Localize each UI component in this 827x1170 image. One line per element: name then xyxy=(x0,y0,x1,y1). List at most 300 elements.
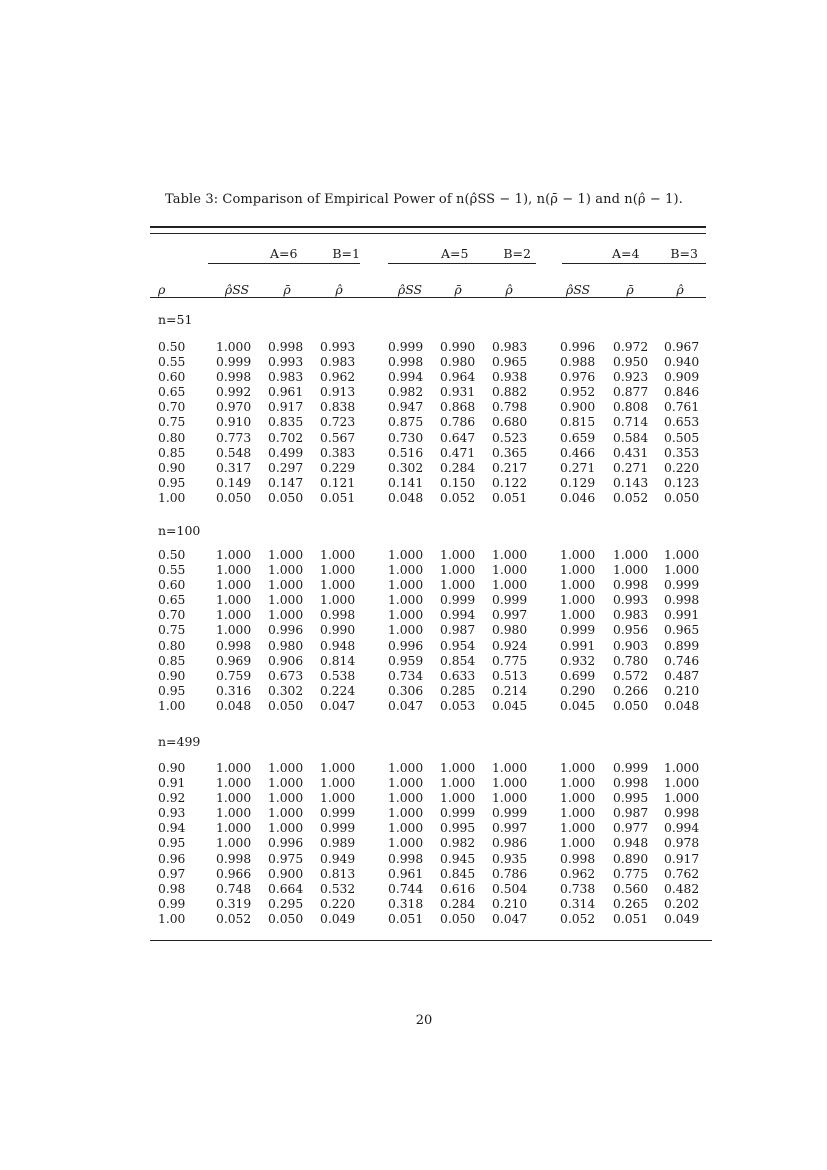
value-cell: 0.302 xyxy=(388,460,424,475)
group-underline-2 xyxy=(388,263,536,264)
value-cell: 1.000 xyxy=(216,623,252,638)
value-cell: 0.940 xyxy=(664,355,700,370)
value-cell: 1.000 xyxy=(492,776,528,791)
value-cell: 0.647 xyxy=(440,430,476,445)
value-cell: 0.999 xyxy=(388,340,424,354)
value-cell: 1.000 xyxy=(560,776,596,791)
value-cell: 0.952 xyxy=(560,385,596,400)
value-cell: 0.945 xyxy=(440,851,476,866)
table-row xyxy=(158,431,714,446)
rho-cell: 0.50 xyxy=(158,548,186,562)
rho-cell: 1.00 xyxy=(158,490,186,505)
table-row xyxy=(158,897,714,912)
value-cell: 0.992 xyxy=(216,385,252,400)
table-row xyxy=(158,623,714,638)
value-cell: 1.000 xyxy=(388,821,424,836)
table-row xyxy=(158,821,714,836)
value-cell: 0.996 xyxy=(388,638,424,653)
value-cell: 1.000 xyxy=(388,548,424,562)
value-cell: 0.956 xyxy=(613,623,649,638)
table-row xyxy=(158,912,714,927)
value-cell: 1.000 xyxy=(388,578,424,593)
col-header-rho: ρ xyxy=(158,282,166,297)
value-cell: 0.762 xyxy=(664,866,700,881)
value-cell: 1.000 xyxy=(320,593,356,608)
value-cell: 0.487 xyxy=(664,668,700,683)
rho-cell: 0.60 xyxy=(158,370,186,385)
value-cell: 1.000 xyxy=(664,761,700,775)
value-cell: 0.045 xyxy=(560,698,596,713)
value-cell: 0.965 xyxy=(492,355,528,370)
value-cell: 1.000 xyxy=(440,776,476,791)
value-cell: 0.900 xyxy=(268,866,304,881)
rho-cell: 0.90 xyxy=(158,668,186,683)
value-cell: 1.000 xyxy=(268,548,304,562)
value-cell: 0.383 xyxy=(320,445,356,460)
value-cell: 0.616 xyxy=(440,881,476,896)
value-cell: 0.986 xyxy=(492,836,528,851)
value-cell: 0.738 xyxy=(560,881,596,896)
value-cell: 0.052 xyxy=(440,490,476,505)
value-cell: 0.846 xyxy=(664,385,700,400)
value-cell: 0.723 xyxy=(320,415,356,430)
rho-cell: 0.98 xyxy=(158,881,186,896)
value-cell: 0.567 xyxy=(320,430,356,445)
value-cell: 1.000 xyxy=(560,608,596,623)
col-header-pss: ρ̂SS xyxy=(397,282,423,297)
value-cell: 1.000 xyxy=(320,578,356,593)
value-cell: 0.052 xyxy=(613,490,649,505)
value-cell: 0.998 xyxy=(268,340,304,354)
value-cell: 0.297 xyxy=(268,460,304,475)
value-cell: 0.314 xyxy=(560,896,596,911)
section-label-n100: n=100 xyxy=(158,523,201,538)
col-header-phat: ρ̂ xyxy=(335,282,343,297)
value-cell: 0.808 xyxy=(613,400,649,415)
value-cell: 0.954 xyxy=(440,638,476,653)
value-cell: 0.924 xyxy=(492,638,528,653)
rho-cell: 0.75 xyxy=(158,415,186,430)
value-cell: 0.989 xyxy=(320,836,356,851)
value-cell: 0.129 xyxy=(560,475,596,490)
value-cell: 0.431 xyxy=(613,445,649,460)
value-cell: 0.868 xyxy=(440,400,476,415)
value-cell: 0.052 xyxy=(560,911,596,926)
value-cell: 0.815 xyxy=(560,415,596,430)
value-cell: 1.000 xyxy=(320,761,356,775)
value-cell: 0.882 xyxy=(492,385,528,400)
rho-cell: 0.85 xyxy=(158,445,186,460)
value-cell: 1.000 xyxy=(492,548,528,562)
value-cell: 0.990 xyxy=(320,623,356,638)
value-cell: 1.000 xyxy=(492,563,528,578)
value-cell: 0.975 xyxy=(268,851,304,866)
value-cell: 0.319 xyxy=(216,896,252,911)
value-cell: 0.970 xyxy=(216,400,252,415)
value-cell: 0.935 xyxy=(492,851,528,866)
value-cell: 0.046 xyxy=(560,490,596,505)
section-block-n51 xyxy=(158,340,714,506)
value-cell: 0.993 xyxy=(320,340,356,354)
value-cell: 0.786 xyxy=(440,415,476,430)
value-cell: 0.224 xyxy=(320,683,356,698)
value-cell: 0.947 xyxy=(388,400,424,415)
value-cell: 1.000 xyxy=(268,593,304,608)
value-cell: 0.994 xyxy=(440,608,476,623)
value-cell: 0.306 xyxy=(388,683,424,698)
table-row xyxy=(158,867,714,882)
value-cell: 1.000 xyxy=(560,563,596,578)
group-header-2 xyxy=(441,246,531,261)
value-cell: 0.673 xyxy=(268,668,304,683)
value-cell: 0.999 xyxy=(440,593,476,608)
value-cell: 0.290 xyxy=(560,683,596,698)
value-cell: 0.998 xyxy=(664,593,700,608)
value-cell: 0.699 xyxy=(560,668,596,683)
value-cell: 0.149 xyxy=(216,475,252,490)
value-cell: 0.977 xyxy=(613,821,649,836)
value-cell: 0.284 xyxy=(440,460,476,475)
value-cell: 0.983 xyxy=(613,608,649,623)
value-cell: 0.967 xyxy=(664,340,700,354)
value-cell: 0.993 xyxy=(268,355,304,370)
value-cell: 1.000 xyxy=(560,821,596,836)
value-cell: 0.998 xyxy=(216,638,252,653)
value-cell: 0.999 xyxy=(440,806,476,821)
value-cell: 0.906 xyxy=(268,653,304,668)
value-cell: 0.499 xyxy=(268,445,304,460)
value-cell: 1.000 xyxy=(388,761,424,775)
value-cell: 0.513 xyxy=(492,668,528,683)
value-cell: 1.000 xyxy=(560,593,596,608)
value-cell: 1.000 xyxy=(216,806,252,821)
value-cell: 0.875 xyxy=(388,415,424,430)
value-cell: 0.980 xyxy=(492,623,528,638)
value-cell: 1.000 xyxy=(216,563,252,578)
value-cell: 1.000 xyxy=(388,791,424,806)
section-label-n499: n=499 xyxy=(158,734,201,749)
value-cell: 0.903 xyxy=(613,638,649,653)
value-cell: 0.948 xyxy=(320,638,356,653)
value-cell: 0.999 xyxy=(613,761,649,775)
value-cell: 0.997 xyxy=(492,608,528,623)
rho-cell: 0.91 xyxy=(158,776,186,791)
rho-cell: 0.70 xyxy=(158,608,186,623)
value-cell: 0.966 xyxy=(216,866,252,881)
value-cell: 0.999 xyxy=(216,355,252,370)
value-cell: 0.988 xyxy=(560,355,596,370)
value-cell: 0.266 xyxy=(613,683,649,698)
value-cell: 0.845 xyxy=(440,866,476,881)
group-b-label: B=2 xyxy=(503,246,531,261)
value-cell: 0.899 xyxy=(664,638,700,653)
rho-cell: 1.00 xyxy=(158,911,186,926)
value-cell: 0.998 xyxy=(613,578,649,593)
value-cell: 0.050 xyxy=(216,490,252,505)
value-cell: 0.744 xyxy=(388,881,424,896)
value-cell: 0.633 xyxy=(440,668,476,683)
value-cell: 0.962 xyxy=(560,866,596,881)
value-cell: 0.147 xyxy=(268,475,304,490)
value-cell: 0.584 xyxy=(613,430,649,445)
table-row xyxy=(158,400,714,415)
value-cell: 0.923 xyxy=(613,370,649,385)
rho-cell: 0.80 xyxy=(158,430,186,445)
value-cell: 0.761 xyxy=(664,400,700,415)
value-cell: 0.229 xyxy=(320,460,356,475)
value-cell: 0.365 xyxy=(492,445,528,460)
value-cell: 0.982 xyxy=(440,836,476,851)
value-cell: 0.050 xyxy=(440,911,476,926)
value-cell: 1.000 xyxy=(216,776,252,791)
value-cell: 1.000 xyxy=(388,593,424,608)
rho-cell: 0.95 xyxy=(158,683,186,698)
value-cell: 0.471 xyxy=(440,445,476,460)
table-row xyxy=(158,669,714,684)
value-cell: 1.000 xyxy=(268,578,304,593)
value-cell: 0.680 xyxy=(492,415,528,430)
value-cell: 0.746 xyxy=(664,653,700,668)
value-cell: 0.980 xyxy=(268,638,304,653)
value-cell: 0.748 xyxy=(216,881,252,896)
value-cell: 1.000 xyxy=(216,761,252,775)
col-header-phat: ρ̂ xyxy=(505,282,513,297)
value-cell: 0.909 xyxy=(664,370,700,385)
value-cell: 0.210 xyxy=(492,896,528,911)
rho-cell: 0.92 xyxy=(158,791,186,806)
value-cell: 0.991 xyxy=(664,608,700,623)
table-row xyxy=(158,699,714,714)
value-cell: 1.000 xyxy=(440,791,476,806)
value-cell: 0.122 xyxy=(492,475,528,490)
header-rule xyxy=(150,297,706,298)
value-cell: 0.052 xyxy=(216,911,252,926)
value-cell: 0.998 xyxy=(216,370,252,385)
value-cell: 0.730 xyxy=(388,430,424,445)
value-cell: 0.996 xyxy=(560,340,596,354)
value-cell: 0.997 xyxy=(492,821,528,836)
table-caption: Table 3: Comparison of Empirical Power of n(ρ̂SS − 1), n(ρ̄ − 1) and n(ρ̂ − 1). xyxy=(165,192,683,207)
value-cell: 1.000 xyxy=(440,548,476,562)
value-cell: 1.000 xyxy=(613,548,649,562)
value-cell: 0.773 xyxy=(216,430,252,445)
value-cell: 1.000 xyxy=(216,548,252,562)
rho-cell: 0.65 xyxy=(158,593,186,608)
value-cell: 0.962 xyxy=(320,370,356,385)
value-cell: 0.854 xyxy=(440,653,476,668)
value-cell: 0.466 xyxy=(560,445,596,460)
value-cell: 0.983 xyxy=(320,355,356,370)
value-cell: 0.987 xyxy=(613,806,649,821)
value-cell: 0.814 xyxy=(320,653,356,668)
value-cell: 0.284 xyxy=(440,896,476,911)
value-cell: 0.050 xyxy=(268,490,304,505)
group-header-3 xyxy=(612,246,698,261)
value-cell: 0.523 xyxy=(492,430,528,445)
group-b-label: B=1 xyxy=(332,246,360,261)
table-row xyxy=(158,761,714,776)
value-cell: 0.121 xyxy=(320,475,356,490)
value-cell: 1.000 xyxy=(320,548,356,562)
rho-cell: 0.94 xyxy=(158,821,186,836)
value-cell: 0.051 xyxy=(613,911,649,926)
value-cell: 1.000 xyxy=(268,563,304,578)
value-cell: 0.998 xyxy=(320,608,356,623)
value-cell: 1.000 xyxy=(320,776,356,791)
top-rule xyxy=(150,226,706,228)
group-a-label: A=5 xyxy=(441,246,469,261)
value-cell: 0.516 xyxy=(388,445,424,460)
table-row xyxy=(158,461,714,476)
table-row xyxy=(158,654,714,669)
value-cell: 1.000 xyxy=(492,791,528,806)
value-cell: 0.047 xyxy=(388,698,424,713)
rho-cell: 0.93 xyxy=(158,806,186,821)
value-cell: 1.000 xyxy=(388,608,424,623)
value-cell: 0.972 xyxy=(613,340,649,354)
col-header-pss: ρ̂SS xyxy=(224,282,250,297)
group-header-1 xyxy=(270,246,360,261)
rho-cell: 0.96 xyxy=(158,851,186,866)
table-row xyxy=(158,806,714,821)
value-cell: 0.050 xyxy=(268,911,304,926)
value-cell: 0.302 xyxy=(268,683,304,698)
value-cell: 0.780 xyxy=(613,653,649,668)
value-cell: 1.000 xyxy=(560,578,596,593)
value-cell: 0.813 xyxy=(320,866,356,881)
rho-cell: 0.99 xyxy=(158,896,186,911)
value-cell: 0.998 xyxy=(613,776,649,791)
value-cell: 0.838 xyxy=(320,400,356,415)
value-cell: 0.998 xyxy=(388,851,424,866)
value-cell: 0.664 xyxy=(268,881,304,896)
value-cell: 0.572 xyxy=(613,668,649,683)
value-cell: 1.000 xyxy=(388,563,424,578)
value-cell: 0.050 xyxy=(613,698,649,713)
value-cell: 1.000 xyxy=(216,593,252,608)
value-cell: 0.560 xyxy=(613,881,649,896)
page-number: 20 xyxy=(415,1013,433,1028)
value-cell: 0.702 xyxy=(268,430,304,445)
value-cell: 0.835 xyxy=(268,415,304,430)
value-cell: 0.964 xyxy=(440,370,476,385)
value-cell: 1.000 xyxy=(268,791,304,806)
value-cell: 0.969 xyxy=(216,653,252,668)
value-cell: 0.505 xyxy=(664,430,700,445)
rho-cell: 0.70 xyxy=(158,400,186,415)
value-cell: 1.000 xyxy=(268,776,304,791)
value-cell: 1.000 xyxy=(320,563,356,578)
value-cell: 0.532 xyxy=(320,881,356,896)
value-cell: 0.900 xyxy=(560,400,596,415)
value-cell: 0.976 xyxy=(560,370,596,385)
value-cell: 0.659 xyxy=(560,430,596,445)
value-cell: 1.000 xyxy=(560,548,596,562)
value-cell: 0.143 xyxy=(613,475,649,490)
value-cell: 1.000 xyxy=(216,821,252,836)
value-cell: 0.048 xyxy=(216,698,252,713)
value-cell: 1.000 xyxy=(560,791,596,806)
value-cell: 0.285 xyxy=(440,683,476,698)
table-row xyxy=(158,882,714,897)
rho-cell: 0.60 xyxy=(158,578,186,593)
value-cell: 1.000 xyxy=(440,563,476,578)
table-row xyxy=(158,355,714,370)
rho-cell: 0.90 xyxy=(158,761,186,775)
table-row xyxy=(158,852,714,867)
table-row xyxy=(158,385,714,400)
value-cell: 0.051 xyxy=(492,490,528,505)
value-cell: 0.910 xyxy=(216,415,252,430)
table-row xyxy=(158,340,714,355)
value-cell: 1.000 xyxy=(560,806,596,821)
value-cell: 0.998 xyxy=(216,851,252,866)
col-header-pss: ρ̂SS xyxy=(565,282,591,297)
value-cell: 1.000 xyxy=(664,791,700,806)
value-cell: 0.150 xyxy=(440,475,476,490)
value-cell: 0.548 xyxy=(216,445,252,460)
value-cell: 0.214 xyxy=(492,683,528,698)
section-block-n100 xyxy=(158,548,714,714)
value-cell: 0.931 xyxy=(440,385,476,400)
value-cell: 1.000 xyxy=(492,761,528,775)
value-cell: 1.000 xyxy=(560,761,596,775)
value-cell: 0.318 xyxy=(388,896,424,911)
rho-cell: 0.75 xyxy=(158,623,186,638)
value-cell: 0.917 xyxy=(268,400,304,415)
value-cell: 0.978 xyxy=(664,836,700,851)
table-row xyxy=(158,639,714,654)
value-cell: 1.000 xyxy=(440,578,476,593)
value-cell: 0.993 xyxy=(613,593,649,608)
table-row xyxy=(158,578,714,593)
value-cell: 0.938 xyxy=(492,370,528,385)
value-cell: 0.210 xyxy=(664,683,700,698)
value-cell: 0.049 xyxy=(320,911,356,926)
value-cell: 0.316 xyxy=(216,683,252,698)
value-cell: 0.999 xyxy=(492,806,528,821)
value-cell: 0.265 xyxy=(613,896,649,911)
value-cell: 0.047 xyxy=(320,698,356,713)
group-a-label: A=4 xyxy=(612,246,640,261)
value-cell: 0.999 xyxy=(492,593,528,608)
value-cell: 1.000 xyxy=(664,563,700,578)
value-cell: 0.271 xyxy=(613,460,649,475)
value-cell: 1.000 xyxy=(440,761,476,775)
value-cell: 1.000 xyxy=(216,340,252,354)
value-cell: 0.538 xyxy=(320,668,356,683)
value-cell: 0.217 xyxy=(492,460,528,475)
value-cell: 0.053 xyxy=(440,698,476,713)
value-cell: 1.000 xyxy=(388,776,424,791)
table-row xyxy=(158,446,714,461)
value-cell: 0.220 xyxy=(664,460,700,475)
table-row xyxy=(158,608,714,623)
value-cell: 0.995 xyxy=(613,791,649,806)
bottom-rule xyxy=(150,940,712,941)
value-cell: 0.950 xyxy=(613,355,649,370)
value-cell: 0.220 xyxy=(320,896,356,911)
value-cell: 1.000 xyxy=(268,761,304,775)
rho-cell: 0.97 xyxy=(158,866,186,881)
value-cell: 0.048 xyxy=(388,490,424,505)
value-cell: 1.000 xyxy=(216,578,252,593)
value-cell: 1.000 xyxy=(613,563,649,578)
top-rule-2 xyxy=(150,233,706,234)
table-row xyxy=(158,415,714,430)
value-cell: 0.999 xyxy=(560,623,596,638)
value-cell: 0.295 xyxy=(268,896,304,911)
